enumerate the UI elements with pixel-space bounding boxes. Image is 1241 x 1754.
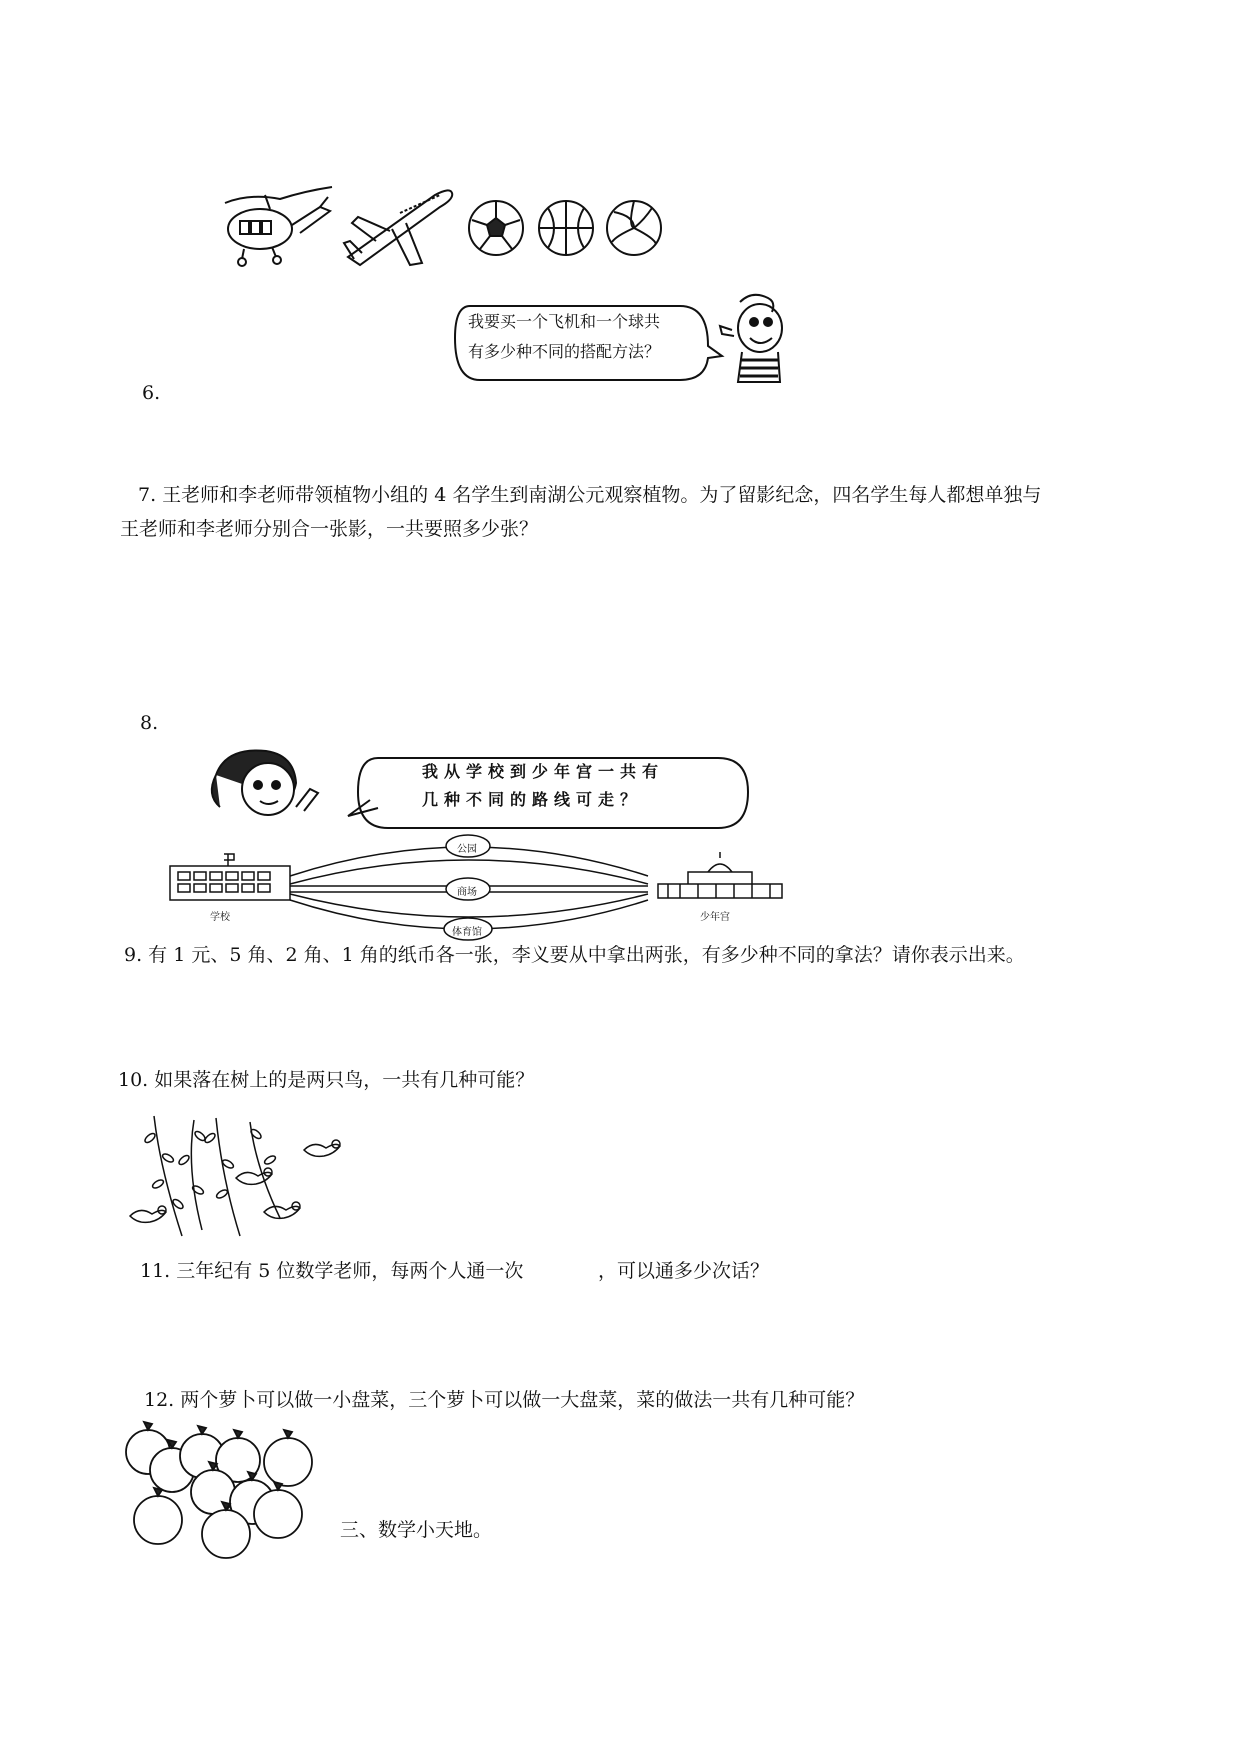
girl-cartoon-illustration (206, 745, 346, 830)
bubble-line-2: 几种不同的路线可走？ (422, 790, 643, 809)
question-6-number: 6. (142, 382, 161, 404)
helicopter-illustration (220, 185, 340, 275)
route-label-gym: 体育馆 (452, 927, 482, 938)
school-label: 学校 (210, 912, 230, 923)
airplane-illustration (340, 185, 460, 270)
radishes-illustration (118, 1422, 328, 1562)
boy-cartoon-illustration (712, 290, 802, 390)
palace-label: 少年宫 (700, 912, 730, 923)
route-label-park: 公园 (457, 844, 477, 855)
route-label-mall: 商场 (457, 887, 477, 898)
bubble-line-1: 我从学校到少年宫一共有 (422, 762, 665, 781)
question-7-line-2: 王老师和李老师分别合一张影，一共要照多少张？ (120, 518, 539, 540)
question-11-text-after: ，可以通多少次话？ (598, 1260, 770, 1282)
question-11-text-before: 11. 三年纪有 5 位数学老师，每两个人通一次 (140, 1260, 524, 1282)
volleyball-illustration (604, 198, 664, 258)
basketball-illustration (536, 198, 596, 258)
section-3-heading: 三、数学小天地。 (340, 1519, 493, 1541)
question-10-text: 10. 如果落在树上的是两只鸟，一共有几种可能？ (118, 1069, 535, 1091)
question-7-line-1: 7. 王老师和李老师带领植物小组的 4 名学生到南湖公元观察植物。为了留影纪念，四名学生每人都想单独与 (138, 484, 1042, 506)
question-8-number: 8. (140, 712, 159, 734)
birds-on-trees-illustration (124, 1108, 364, 1240)
bubble-line-2: 有多少种不同的搭配方法？ (468, 342, 661, 361)
question-9-text: 9. 有 1 元、5 角、2 角、1 角的纸币各一张，李义要从中拿出两张，有多少种不同的拿法？请你表示出来。 (124, 944, 1025, 966)
soccer-ball-illustration (466, 198, 526, 258)
bubble-line-1: 我要买一个飞机和一个球共 (468, 312, 661, 331)
question-12-text: 12. 两个萝卜可以做一小盘菜，三个萝卜可以做一大盘菜，菜的做法一共有几种可能？ (144, 1389, 865, 1411)
